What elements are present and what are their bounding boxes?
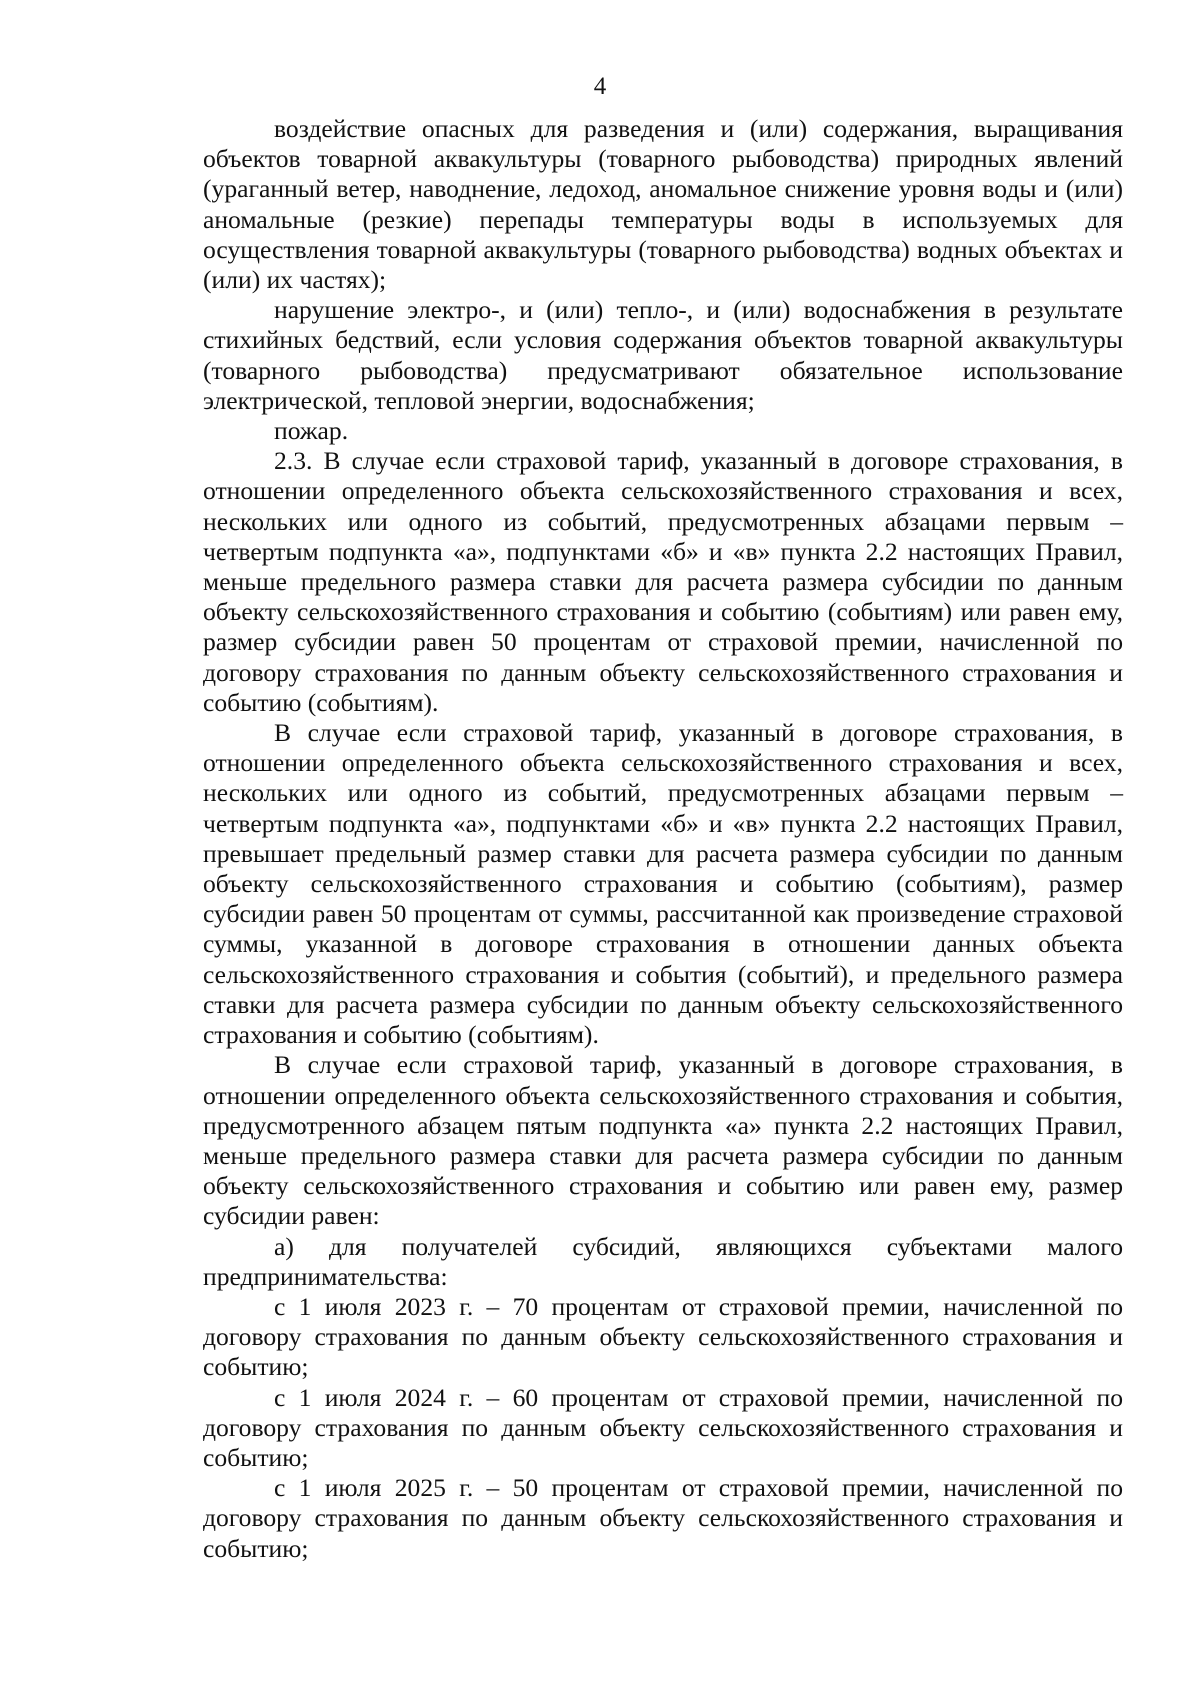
paragraph-2-3: 2.3. В случае если страховой тариф, указанный в договоре страхования, в отношении определенного объекта сельскохозяйственного страхования и всех, нескольких или одного из событий, предусмотренных абзацами первым – четвертым подпункта «а», подпунктами «б» и «в» пункта 2.2 настоящих Правил, меньше предельного размера ставки для расчета размера субсидии по данным объекту сельскохозяйственного страхования и событию (событиям) или равен ему, размер субсидии равен 50 процентам от страховой премии, начисленной по договору страхования по данным объекту сельскохозяйственного страхования и событию (событиям). — [203, 446, 1123, 717]
paragraph-from-2025: с 1 июля 2025 г. – 50 процентам от страховой премии, начисленной по договору страхования по данным объекту сельскохозяйственного страхования и событию; — [203, 1473, 1123, 1563]
paragraph-from-2023: с 1 июля 2023 г. – 70 процентам от страховой премии, начисленной по договору страхования по данным объекту сельскохозяйственного страхования и событию; — [203, 1291, 1123, 1382]
paragraph-tariff-exceeds: В случае если страховой тариф, указанный в договоре страхования, в отношении определенного объекта сельскохозяйственного страхования и всех, нескольких или одного из событий, предусмотренных абзацами первым – четвертым подпункта «а», подпунктами «б» и «в» пункта 2.2 настоящих Правил, превышает предельный размер ставки для расчета размера субсидии по данным объекту сельскохозяйственного страхования и событию (событиям), размер субсидии равен 50 процентам от суммы, рассчитанной как произведение страховой суммы, указанной в договоре страхования в отношении данных объекта сельскохозяйственного страхования и события (событий), и предельного размера ставки для расчета размера субсидии по данным объекту сельскохозяйственного страхования и событию (событиям). — [203, 718, 1123, 1050]
paragraph-small-business: а) для получателей субсидий, являющихся субъектами малого предпринимательства: — [203, 1231, 1123, 1291]
paragraph-power-supply-disruption: нарушение электро-, и (или) тепло-, и (или) водоснабжения в результате стихийных бедствий, если условия содержания объектов товарной аквакультуры (товарного рыбоводства) предусматривают обязательное использование электрической, тепловой энергии, водоснабжения; — [203, 295, 1123, 415]
page-number: 4 — [593, 73, 607, 100]
document-body — [203, 114, 1123, 1564]
paragraph-tariff-fifth-event: В случае если страховой тариф, указанный в договоре страхования, в отношении определенного объекта сельскохозяйственного страхования и события, предусмотренного абзацем пятым подпункта «а» пункта 2.2 настоящих Правил, меньше предельного размера ставки для расчета размера субсидии по данным объекту сельскохозяйственного страхования и событию или равен ему, размер субсидии равен: — [203, 1050, 1123, 1231]
paragraph-fire: пожар. — [274, 416, 349, 446]
paragraph-hazards-aquaculture: воздействие опасных для разведения и (или) содержания, выращивания объектов товарной аквакультуры (товарного рыбоводства) природных явлений (ураганный ветер, наводнение, ледоход, аномальное снижение уровня воды и (или) аномальные (резкие) перепады температуры воды в используемых для осуществления товарной аквакультуры (товарного рыбоводства) водных объектах и (или) их частях); — [203, 114, 1123, 295]
paragraph-from-2024: с 1 июля 2024 г. – 60 процентам от страховой премии, начисленной по договору страхования по данным объекту сельскохозяйственного страхования и событию; — [203, 1382, 1123, 1472]
